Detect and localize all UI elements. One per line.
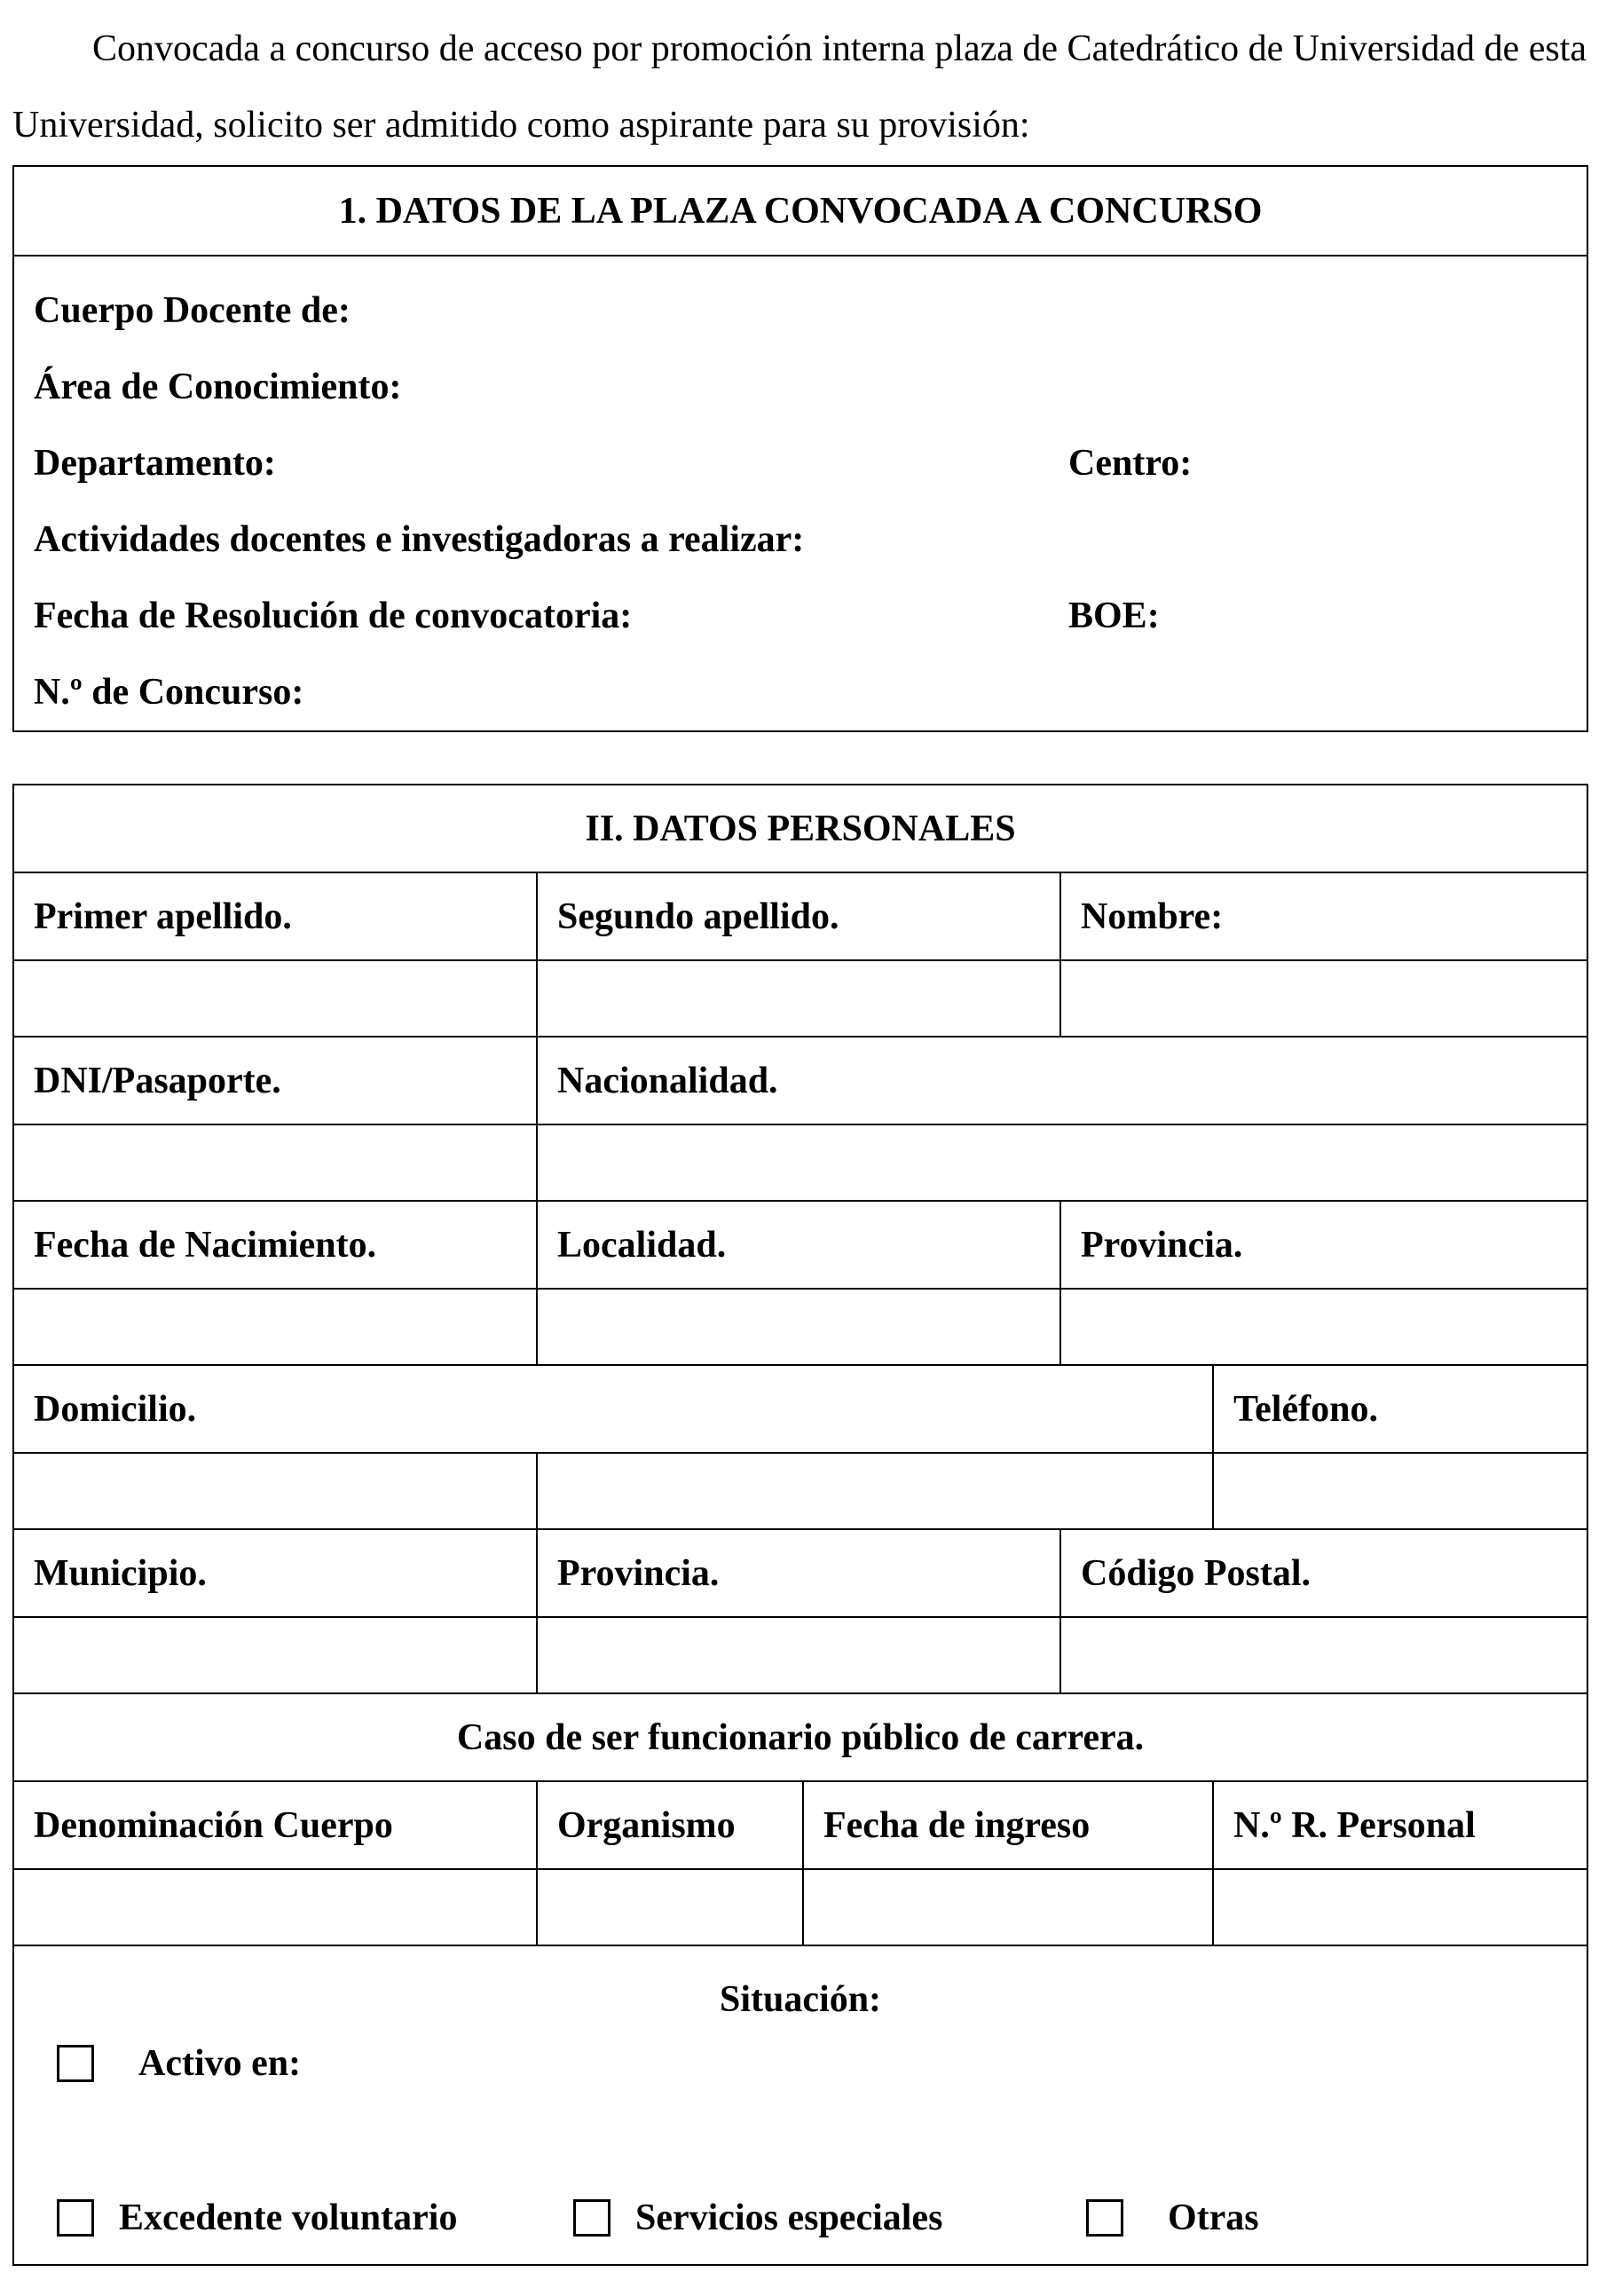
situacion-title: Situación:	[720, 1979, 882, 2020]
organismo-field[interactable]	[537, 1869, 803, 1945]
plaza-section	[12, 165, 1588, 732]
municipio-label: Municipio.	[13, 1529, 537, 1617]
telefono-field[interactable]	[1213, 1453, 1587, 1529]
segundo-apellido-label: Segundo apellido.	[537, 872, 1060, 960]
plaza-fields	[13, 256, 1587, 731]
primer-apellido-field[interactable]	[13, 960, 537, 1037]
otras-option[interactable]	[1086, 2197, 1259, 2239]
fecha-ingreso-label: Fecha de ingreso	[803, 1781, 1213, 1869]
activo-checkbox[interactable]	[57, 2045, 94, 2082]
area-conocimiento-label: Área de Conocimiento:	[34, 367, 402, 407]
nombre-label: Nombre:	[1060, 872, 1587, 960]
servicios-option[interactable]	[573, 2197, 942, 2239]
fecha-nacimiento-label: Fecha de Nacimiento.	[13, 1201, 537, 1289]
municipio-field[interactable]	[13, 1617, 537, 1693]
boe-label: BOE:	[1068, 596, 1160, 636]
num-concurso-label: N.º de Concurso:	[34, 672, 304, 713]
plaza-section-title: 1. DATOS DE LA PLAZA CONVOCADA A CONCURSO	[13, 166, 1587, 256]
otras-checkbox[interactable]	[1086, 2199, 1123, 2237]
situacion-cell	[13, 1945, 1587, 2265]
actividades-label: Actividades docentes e investigadoras a realizar:	[34, 519, 805, 560]
activo-label: Activo en:	[138, 2043, 302, 2084]
departamento-label: Departamento:	[34, 443, 276, 484]
excedente-checkbox[interactable]	[57, 2199, 94, 2237]
provincia-nacimiento-label: Provincia.	[1060, 1201, 1587, 1289]
codigo-postal-label: Código Postal.	[1060, 1529, 1587, 1617]
nacionalidad-field[interactable]	[537, 1124, 1587, 1201]
nacionalidad-label: Nacionalidad.	[537, 1037, 1587, 1124]
personal-section-title: II. DATOS PERSONALES	[13, 785, 1587, 872]
provincia-domicilio-label: Provincia.	[537, 1529, 1060, 1617]
excedente-label: Excedente voluntario	[119, 2197, 458, 2238]
organismo-label: Organismo	[537, 1781, 803, 1869]
cuerpo-docente-label: Cuerpo Docente de:	[34, 290, 351, 331]
denominacion-cuerpo-field[interactable]	[13, 1869, 537, 1945]
nrp-label: N.º R. Personal	[1213, 1781, 1587, 1869]
primer-apellido-label: Primer apellido.	[13, 872, 537, 960]
dni-field[interactable]	[13, 1124, 537, 1201]
denominacion-cuerpo-label: Denominación Cuerpo	[13, 1781, 537, 1869]
domicilio-label: Domicilio.	[13, 1365, 1213, 1453]
fecha-nacimiento-field[interactable]	[13, 1289, 537, 1365]
codigo-postal-field[interactable]	[1060, 1617, 1587, 1693]
localidad-label: Localidad.	[537, 1201, 1060, 1289]
localidad-field[interactable]	[537, 1289, 1060, 1365]
fecha-resolucion-label: Fecha de Resolución de convocatoria:	[34, 596, 633, 636]
nombre-field[interactable]	[1060, 960, 1587, 1037]
dni-label: DNI/Pasaporte.	[13, 1037, 537, 1124]
personal-section	[12, 784, 1588, 2266]
fecha-ingreso-field[interactable]	[803, 1869, 1213, 1945]
excedente-option[interactable]	[57, 2197, 457, 2239]
activo-option[interactable]	[57, 2042, 301, 2085]
funcionario-title: Caso de ser funcionario público de carrera.	[13, 1693, 1587, 1781]
domicilio-field-a[interactable]	[13, 1453, 537, 1529]
intro-paragraph: Convocada a concurso de acceso por promoción interna plaza de Catedrático de Universidad de esta Universidad, solicito ser admitido como aspirante para su provisión:	[12, 28, 1587, 146]
provincia-nacimiento-field[interactable]	[1060, 1289, 1587, 1365]
centro-label: Centro:	[1068, 443, 1193, 484]
nrp-field[interactable]	[1213, 1869, 1587, 1945]
domicilio-field-b[interactable]	[537, 1453, 1213, 1529]
servicios-label: Servicios especiales	[635, 2197, 943, 2238]
segundo-apellido-field[interactable]	[537, 960, 1060, 1037]
servicios-checkbox[interactable]	[573, 2199, 610, 2237]
otras-label: Otras	[1168, 2197, 1259, 2238]
provincia-domicilio-field[interactable]	[537, 1617, 1060, 1693]
telefono-label: Teléfono.	[1213, 1365, 1587, 1453]
